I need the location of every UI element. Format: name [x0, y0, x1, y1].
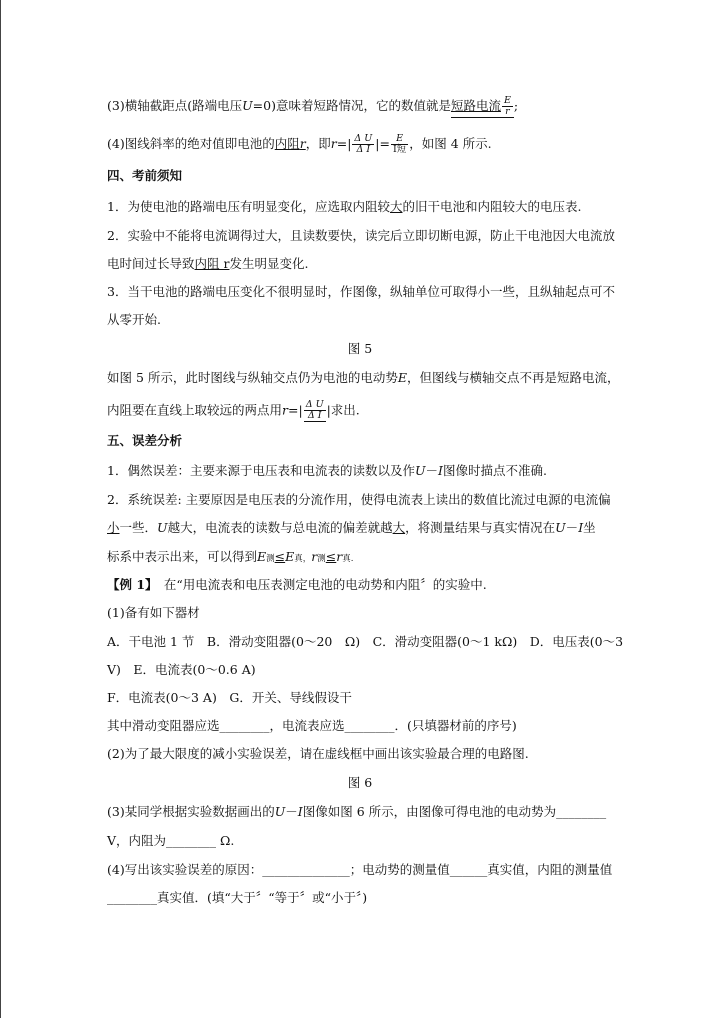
text: ; [513, 98, 519, 113]
error-systematic-line-3: 标系中表示出来，可以得到E测≤E真，r测≤r真. [107, 549, 354, 564]
short-circuit-current: 短路电流 [450, 98, 501, 113]
figure-6-caption: 图 6 [347, 775, 373, 790]
error-systematic-line-2: 小一些．U越大，电流表的读数与总电流的偏差就越大，将测量结果与真实情况在U－I坐 [107, 520, 596, 535]
text: =0)意味着短路情况，它的数值就是 [252, 98, 451, 113]
example-1-title: 【例 1】 在“用电流表和电压表测定电池的电动势和内阻〞的实验中. [107, 577, 487, 592]
text: (3)横轴截距点(路端电压 [107, 98, 243, 113]
paragraph-intercept [107, 96, 518, 118]
answer-internal-r: 内阻 r [194, 256, 230, 271]
text: |= [375, 136, 390, 151]
fraction-e-over-i: $\frac{E}{\text{I短}}$ [392, 133, 407, 155]
fraction-du-di: $\frac{\text{Δ U}}{\text{Δ I}}$ [305, 399, 324, 421]
answer-le: ≤ [325, 549, 337, 564]
fraction-e-over-r: $\frac{E}{r}$ [503, 95, 511, 117]
answer-large: 大 [389, 199, 403, 214]
section-heading-notes: 四、考前须知 [107, 168, 183, 183]
equipment-list-line-3: F．电流表(0～3 A) G．开关、导线假设干 [107, 690, 352, 705]
figure-5-text-2: 内阻要在直线上取较远的两点用r=| $\frac{\text{Δ U}}{\text{Δ I}}$ |求出. [107, 399, 360, 421]
symbol-u: U [242, 98, 253, 113]
page-left-border [0, 0, 1, 1018]
text: =| [336, 136, 352, 151]
figure-5-caption: 图 5 [347, 341, 373, 356]
question-3-line-2: V，内阻为________ Ω. [107, 833, 235, 848]
answer-le: ≤ [274, 549, 286, 564]
question-4-line-2: ________真实值．(填“大于〞“等于〞或“小于〞) [107, 890, 368, 905]
text: ，如图 4 所示. [409, 136, 492, 151]
paragraph-slope [107, 134, 492, 155]
question-4-line-1: (4)写出该实验误差的原因：______________；电动势的测量值______真实值，内阻的测量值 [107, 862, 613, 877]
note-1: 1．为使电池的路端电压有明显变化，应选取内阻较大的旧干电池和内阻较大的电压表. [107, 199, 582, 214]
question-1: (1)备有如下器材 [107, 605, 200, 620]
answer-internal-resistance: 内阻r [274, 136, 306, 151]
note-3-line-1: 3．当干电池的路端电压变化不很明显时，作图像，纵轴单位可取得小一些，且纵轴起点可不 [107, 284, 615, 299]
question-3-line-1: (3)某同学根据实验数据画出的U－I图像如图 6 所示，由图像可得电池的电动势为________ [107, 804, 607, 819]
note-2-line-2: 电时间过长导致内阻 r发生明显变化. [107, 256, 309, 271]
note-2-line-1: 2．实验中不能将电流调得过大，且读数要快，读完后立即切断电源，防止干电池因大电流放 [107, 228, 615, 243]
symbol-r: r [330, 136, 337, 151]
section-heading-error-analysis: 五、误差分析 [107, 433, 183, 448]
note-3-line-2: 从零开始. [107, 312, 161, 327]
figure-5-text-1: 如图 5 所示，此时图线与纵轴交点仍为电池的电动势E，但图线与横轴交点不再是短路电流， [107, 370, 620, 385]
answer-short-circuit [451, 96, 514, 118]
equipment-list-line-2: V) E．电流表(0～0.6 A) [107, 662, 256, 677]
answer-small: 小 [107, 520, 120, 535]
text: (4)图线斜率的绝对值即电池的 [107, 136, 275, 151]
answer-large: 大 [392, 520, 406, 535]
text: ，即 [305, 136, 331, 151]
equipment-list-line-1: A．干电池 1 节 B．滑动变阻器(0～20 Ω) C．滑动变阻器(0～1 kΩ) D．电压表(0～3 [107, 634, 624, 649]
question-2: (2)为了最大限度的减小实验误差，请在虚线框中画出该实验最合理的电路图. [107, 746, 529, 761]
question-1-blanks: 其中滑动变阻器应选________，电流表应选________．(只填器材前的序号) [107, 718, 517, 733]
error-systematic-line-1: 2．系统误差: 主要原因是电压表的分流作用，使得电流表上读出的数值比流过电源的电流偏 [107, 492, 611, 507]
fraction-du-di: $\frac{\text{Δ U}}{\text{Δ I}}$ [354, 133, 373, 155]
error-random: 1．偶然误差：主要来源于电压表和电流表的读数以及作U－I图像时描点不准确. [107, 463, 547, 478]
